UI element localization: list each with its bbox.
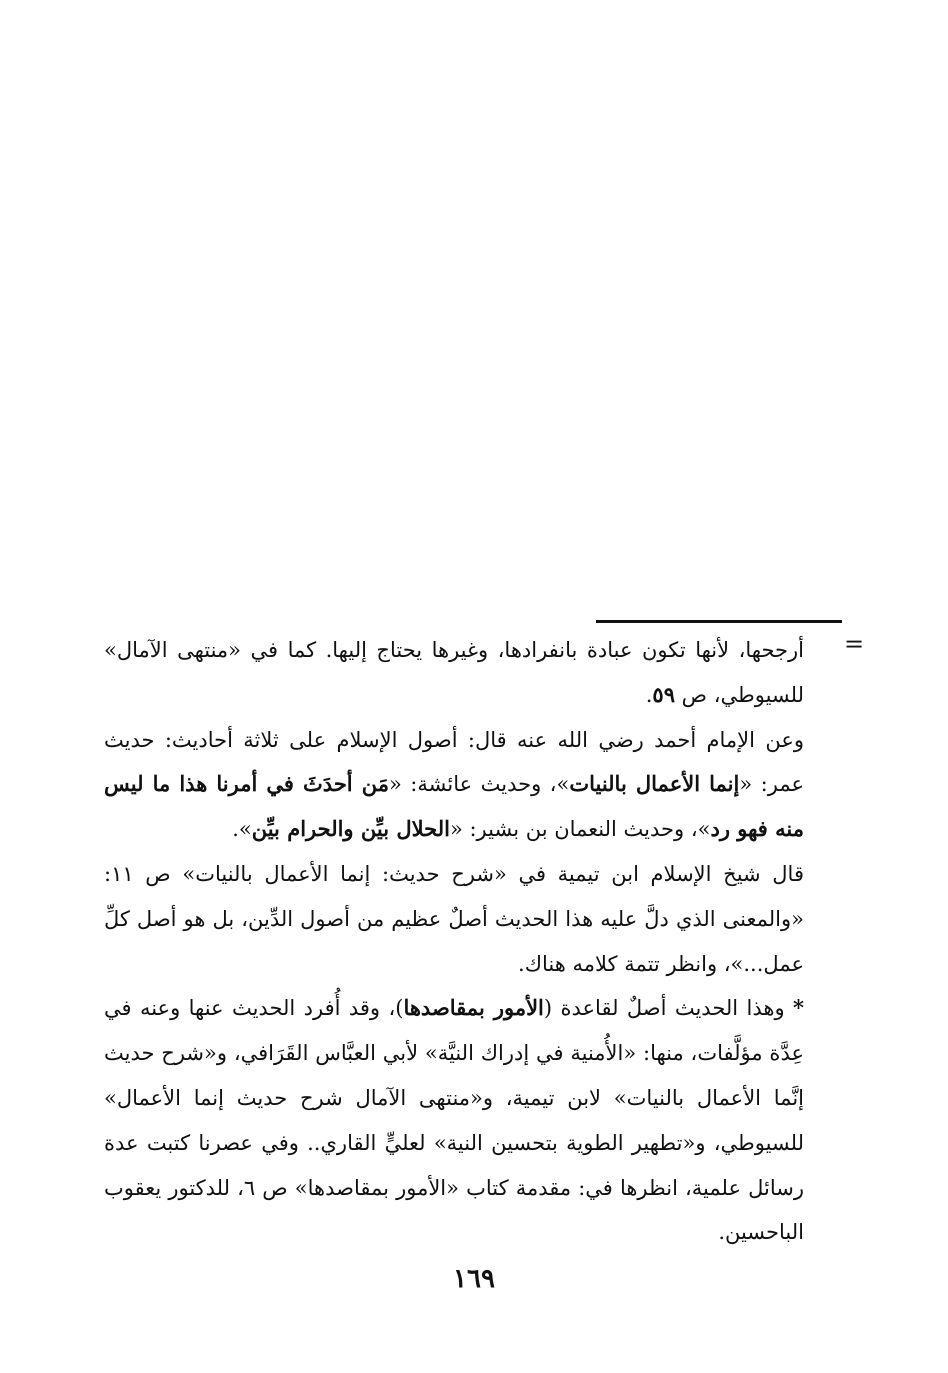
footnote-paragraph-4 bbox=[104, 986, 804, 1255]
hadith-quote-2: مَن أحدَثَ في أمرنا هذا ما ليس منه فهو رد bbox=[104, 771, 804, 842]
footnote-p1-text: أرجحها، لأنها تكون عبادة بانفرادها، وغيرها يحتاج إليها. كما في «منتهى الآمال» للسيوطي، ص bbox=[104, 638, 804, 707]
footnote-p4-text-2: )، وقد أُفرد الحديث عنها وعنه في عِدَّة مؤلَّفات، منها: «الأُمنية في إدراك النيَّة» لأبي العبَّاس القَرَافي، و«شرح حديث إنَّما الأعمال بالنيات» لابن تيمية، و«منتهى الآمال شرح حديث إنما الأعمال» للسيوطي، و«تطهير الطوية بتحسين النية» لعليٍّ القاري.. وفي عصرنا كتبت عدة رسائل علمية، انظرها في: مقدمة كتاب «الأمور بمقاصدها» ص ٦، للدكتور يعقوب الباحسين. bbox=[104, 996, 805, 1245]
footnote-paragraph-1 bbox=[104, 628, 804, 718]
footnote-p2-text-1: وعن الإمام أحمد رضي الله عنه قال: أصول الإسلام على ثلاثة أحاديث: حديث عمر: « bbox=[104, 727, 805, 797]
footnote-p2-text-3: »، وحديث النعمان بن بشير: « bbox=[449, 817, 711, 842]
hadith-quote-1: إنما الأعمال بالنيات bbox=[569, 771, 740, 797]
legal-maxim: الأمور بمقاصدها bbox=[403, 995, 544, 1021]
footnote-body bbox=[104, 628, 804, 1255]
footnote-continuation-mark: = bbox=[843, 630, 865, 658]
footnote-p1-page-ref: ٥٩ bbox=[652, 681, 675, 707]
page-number: ١٦٩ bbox=[453, 1264, 495, 1294]
footnote-p4-text-1: وهذا الحديث أصلٌ لقاعدة ( bbox=[543, 996, 794, 1021]
footnote-p2-text-2: »، وحديث عائشة: « bbox=[388, 772, 570, 797]
asterisk-icon: * bbox=[793, 995, 804, 1021]
footnote-separator-rule bbox=[596, 620, 842, 623]
footnote-p2-end: ». bbox=[232, 817, 252, 842]
footnote-paragraph-3: قال شيخ الإسلام ابن تيمية في «شرح حديث: إنما الأعمال بالنيات» ص ١١: «والمعنى الذي دلَّ عليه هذا الحديث أصلٌ عظيم من أصول الدِّين، بل هو أصل كلِّ عمل...»، وانظر تتمة كلامه هناك. bbox=[104, 861, 804, 976]
hadith-quote-3: الحلال بيِّن والحرام بيِّن bbox=[251, 816, 450, 842]
footnote-paragraph-2 bbox=[104, 718, 804, 852]
footnote-p1-end: . bbox=[645, 682, 653, 707]
